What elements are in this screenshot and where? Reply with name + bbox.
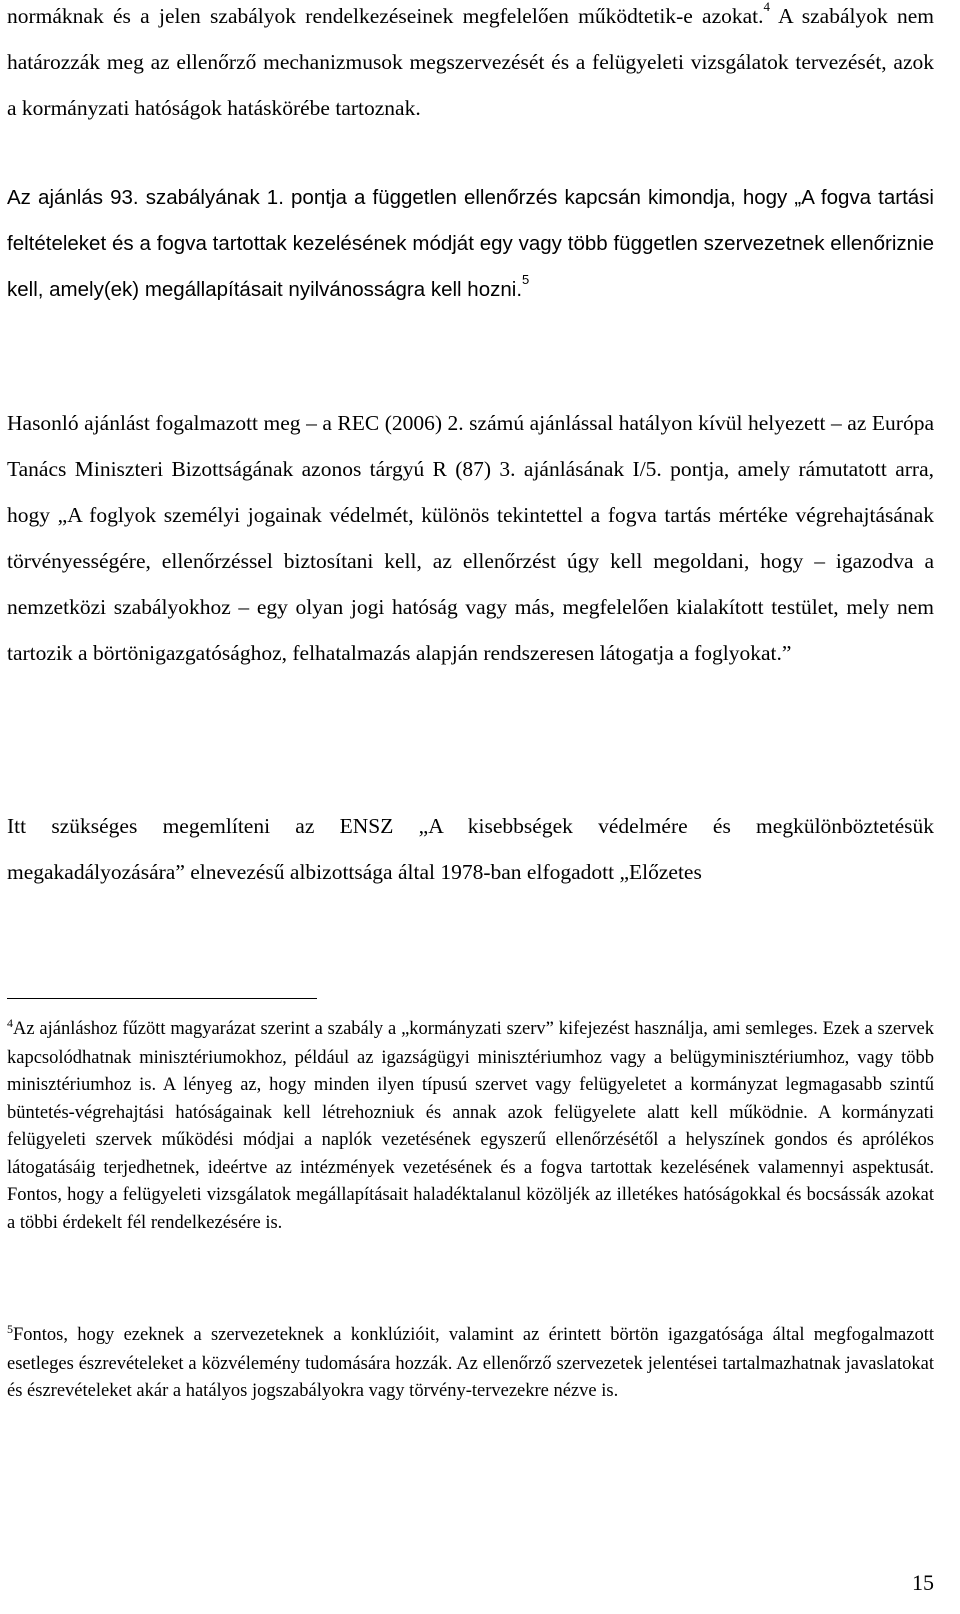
footnote-5 xyxy=(7,1322,934,1406)
footnote-4-mark: 4 xyxy=(7,1016,13,1030)
page-number: 15 xyxy=(912,1570,934,1595)
paragraph-2-text: Az ajánlás 93. szabályának 1. pontja a független ellenőrzés kapcsán kimondja, hogy „A fogva tartási feltételeket és a fogva tartottak kezelésének módját egy vagy több független szervezetnek ellenőriznie kell, amely(ek) megállapításait nyilvánosságra kell hozni. xyxy=(7,186,934,301)
paragraph-1-text-cont: A szabályok nem határozzák meg az ellenőrző mechanizmusok megszervezését és a felügyeleti vizsgálatok tervezését, azok a kormányzati hatóságok hatáskörébe tartoznak. xyxy=(7,4,935,120)
footnote-ref-5[interactable]: 5 xyxy=(522,272,530,288)
footnote-5-text: Fontos, hogy ezeknek a szervezeteknek a konklúzióit, valamint az érintett börtön igazgatósága által megfogalmazott esetleges észrevételeket a közvélemény tudomására hozzák. Az ellenőrző szervezetek jelentései tartalmazhatnak javaslatokat és észrevételeket akár a hatályos jogszabályokra vagy törvény-tervezekre nézve is. xyxy=(7,1325,934,1401)
paragraph-3-text: Hasonló ajánlást fogalmazott meg – a REC (2006) 2. számú ajánlással hatályon kívül helyezett – az Európa Tanács Miniszteri Bizottságának azonos tárgyú R (87) 3. ajánlásának I/5. pontja, amely rámutatott arra, hogy „A foglyok személyi jogainak védelmét, különös tekintettel a fogva tartás mértéke végrehajtásának törvényességére, ellenőrzéssel biztosítani kell, az ellenőrzést úgy kell megoldani, hogy – igazodva a nemzetközi szabályokhoz – egy olyan jogi hatóság vagy más, megfelelően kialakított testület, mely nem tartozik a börtönigazgatósághoz, felhatalmazás alapján rendszeresen látogatja a foglyokat.” xyxy=(7,411,934,665)
footnote-separator xyxy=(7,998,317,999)
paragraph-2 xyxy=(7,175,934,313)
footnote-4-text: Az ajánláshoz fűzött magyarázat szerint a szabály a „kormányzati szerv” kifejezést használja, ami semleges. Ezek a szervek kapcsolódhatnak minisztériumokhoz, például az igazságügyi minisztériumhoz vagy a belügyminisztériumhoz, vagy több minisztériumhoz is. A lényeg az, hogy minden ilyen típusú szervet vagy felügyeletet a kormányzat legmagasabb szintű büntetés-végrehajtási hatóságainak kell létrehozniuk és annak azok felügyelete alatt kell működnie. A kormányzati felügyeleti szervek működési módjai a naplók vezetésének egyszerű ellenőrzésétől a helyszínek gondos és aprólékos látogatásáig terjedhetnek, ideértve az intézmények vezetésének és a fogva tartottak kezelésének valamennyi aspektusát. Fontos, hogy a felügyeleti vizsgálatok megállapításait haladéktalanul közöljék az illetékes hatóságokkal és bocsássák azokat a többi érdekelt fél rendelkezésére is. xyxy=(7,1019,934,1233)
footnote-4 xyxy=(7,1016,934,1237)
paragraph-3 xyxy=(7,400,934,676)
paragraph-1-text: normáknak és a jelen szabályok rendelkezéseinek megfelelően működtetik-e azokat. xyxy=(7,4,764,28)
paragraph-4 xyxy=(7,803,934,895)
footnote-5-mark: 5 xyxy=(7,1322,13,1336)
paragraph-4-text: Itt szükséges megemlíteni az ENSZ „A kisebbségek védelmére és megkülönböztetésük megakadályozására” elnevezésű albizottsága által 1978-ban elfogadott „Előzetes xyxy=(7,814,934,884)
paragraph-1 xyxy=(7,0,934,131)
footnote-ref-4[interactable]: 4 xyxy=(763,0,771,14)
